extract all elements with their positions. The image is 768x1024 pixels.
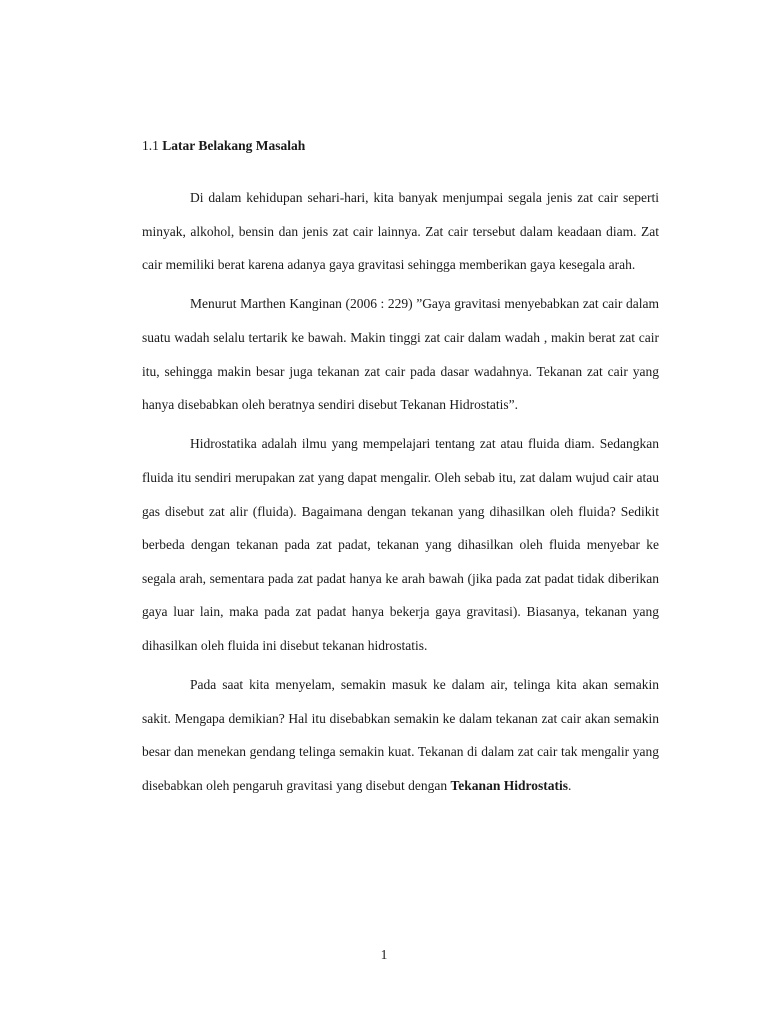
section-number: 1.1 xyxy=(142,138,159,153)
section-heading xyxy=(142,134,659,158)
paragraph-2: Menurut Marthen Kanginan (2006 : 229) ”Gaya gravitasi menyebabkan zat cair dalam suatu wadah selalu tertarik ke bawah. Makin tinggi zat cair dalam wadah , makin berat zat cair itu, sehingga makin besar juga tekanan zat cair pada dasar wadahnya. Tekanan zat cair yang hanya disebabkan oleh beratnya sendiri disebut Tekanan Hidrostatis”. xyxy=(142,296,659,413)
paragraph-4-end: . xyxy=(567,777,572,793)
page-number: 1 xyxy=(380,947,388,962)
section-title: Latar Belakang Masalah xyxy=(162,138,306,153)
document-body xyxy=(142,181,659,808)
paragraph-1: Di dalam kehidupan sehari-hari, kita banyak menjumpai segala jenis zat cair seperti minyak, alkohol, bensin dan jenis zat cair lainnya. Zat cair tersebut dalam keadaan diam. Zat cair memiliki berat karena adanya gaya gravitasi sehingga memberikan gaya kesegala arah. xyxy=(142,190,659,273)
bold-term: Tekanan Hidrostatis xyxy=(450,777,568,793)
paragraph-4-text: Pada saat kita menyelam, semakin masuk ke dalam air, telinga kita akan semakin sakit. Mengapa demikian? Hal itu disebabkan semakin ke dalam tekanan zat cair akan semakin besar dan menekan gendang telinga semakin kuat. Tekanan di dalam zat cair tak mengalir yang disebabkan oleh pengaruh gravitasi yang disebut dengan xyxy=(142,677,659,793)
paragraph-3: Hidrostatika adalah ilmu yang mempelajari tentang zat atau fluida diam. Sedangkan fluida itu sendiri merupakan zat yang dapat mengalir. Oleh sebab itu, zat dalam wujud cair atau gas disebut zat alir (fluida). Bagaimana dengan tekanan yang dihasilkan oleh fluida? Sedikit berbeda dengan tekanan pada zat padat, tekanan yang dihasilkan oleh fluida menyebar ke segala arah, sementara pada zat padat hanya ke arah bawah (jika pada zat padat tidak diberikan gaya luar lain, maka pada zat padat hanya bekerja gaya gravitasi). Biasanya, tekanan yang dihasilkan oleh fluida ini disebut tekanan hidrostatis. xyxy=(142,436,659,653)
paragraph-4 xyxy=(142,668,659,802)
